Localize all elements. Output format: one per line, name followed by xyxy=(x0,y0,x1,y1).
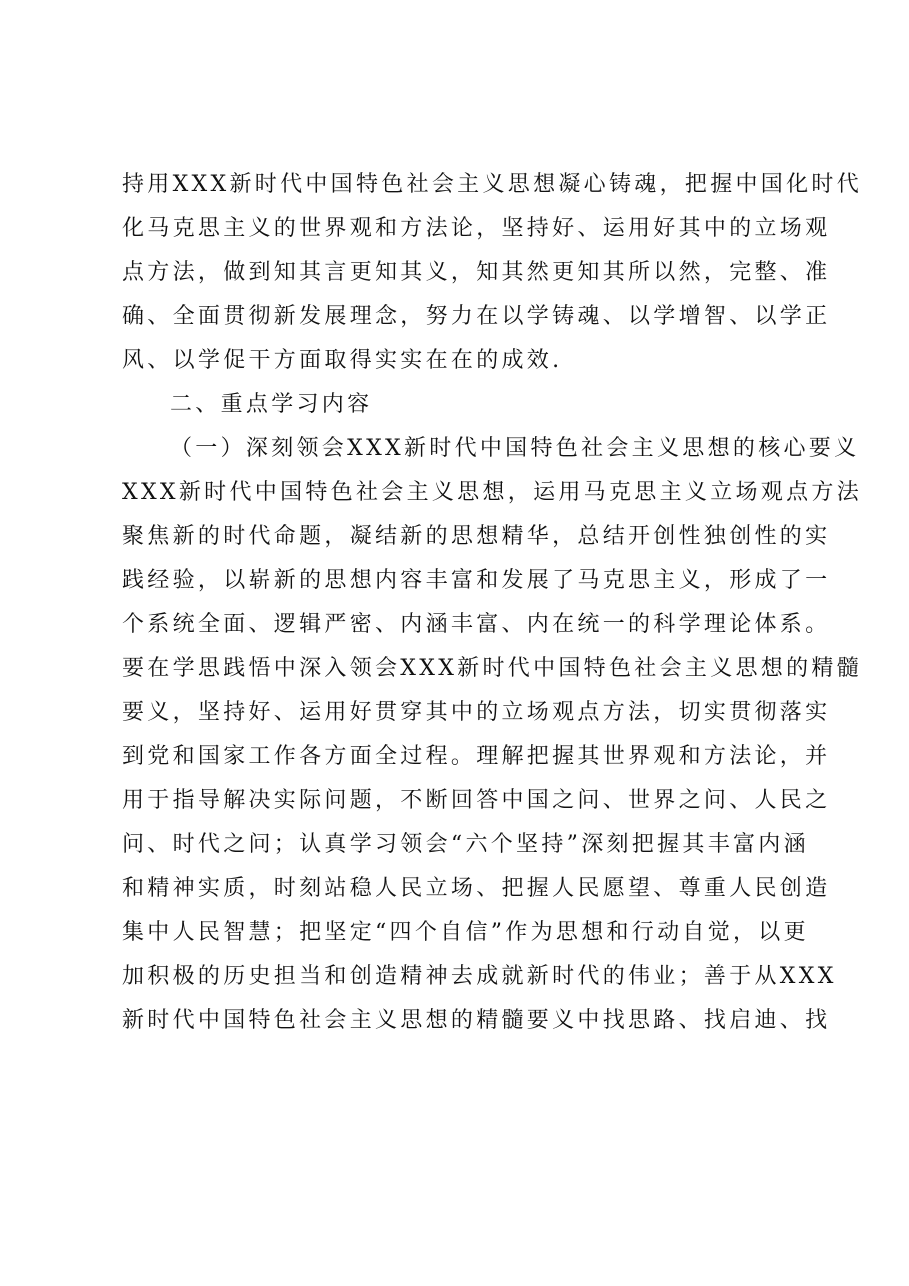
subsection-heading: （一）深刻领会XXX新时代中国特色社会主义思想的核心要义 xyxy=(170,436,860,461)
body-text-line: 用于指导解决实际问题，不断回答中国之问、世界之问、人民之 xyxy=(122,788,831,813)
body-text-line: 个系统全面、逻辑严密、内涵丰富、内在统一的科学理论体系。 xyxy=(122,612,831,637)
body-text-line: 问、时代之问；认真学习领会“六个坚持”深刻把握其丰富内涵 xyxy=(122,832,809,857)
body-text-line: 风、以学促干方面取得实实在在的成效. xyxy=(122,348,563,373)
body-text-line: 点方法，做到知其言更知其义，知其然更知其所以然，完整、准 xyxy=(122,260,831,285)
section-heading: 二、重点学习内容 xyxy=(170,392,373,417)
body-text-line: 和精神实质，时刻站稳人民立场、把握人民愿望、尊重人民创造 xyxy=(122,876,831,901)
body-text-line: 聚焦新的时代命题，凝结新的思想精华，总结开创性独创性的实 xyxy=(122,524,831,549)
body-text-line: 确、全面贯彻新发展理念，努力在以学铸魂、以学增智、以学正 xyxy=(122,304,831,329)
body-text-line: 持用XXX新时代中国特色社会主义思想凝心铸魂，把握中国化时代 xyxy=(122,172,862,197)
body-text-line: 集中人民智慧；把坚定“四个自信”作为思想和行动自觉，以更 xyxy=(122,920,809,945)
body-text-line: 加积极的历史担当和创造精神去成就新时代的伟业；善于从XXX xyxy=(122,964,837,989)
body-text-line: 践经验，以崭新的思想内容丰富和发展了马克思主义，形成了一 xyxy=(122,568,831,593)
body-text-line: 新时代中国特色社会主义思想的精髓要义中找思路、找启迪、找 xyxy=(122,1008,831,1033)
body-text-line: XXX新时代中国特色社会主义思想，运用马克思主义立场观点方法 xyxy=(122,480,862,505)
body-text-line: 要义，坚持好、运用好贯穿其中的立场观点方法，切实贯彻落实 xyxy=(122,700,831,725)
body-text-line: 化马克思主义的世界观和方法论，坚持好、运用好其中的立场观 xyxy=(122,216,831,241)
body-text-line: 到党和国家工作各方面全过程。理解把握其世界观和方法论，并 xyxy=(122,744,831,769)
body-text-line: 要在学思践悟中深入领会XXX新时代中国特色社会主义思想的精髓 xyxy=(122,656,862,681)
